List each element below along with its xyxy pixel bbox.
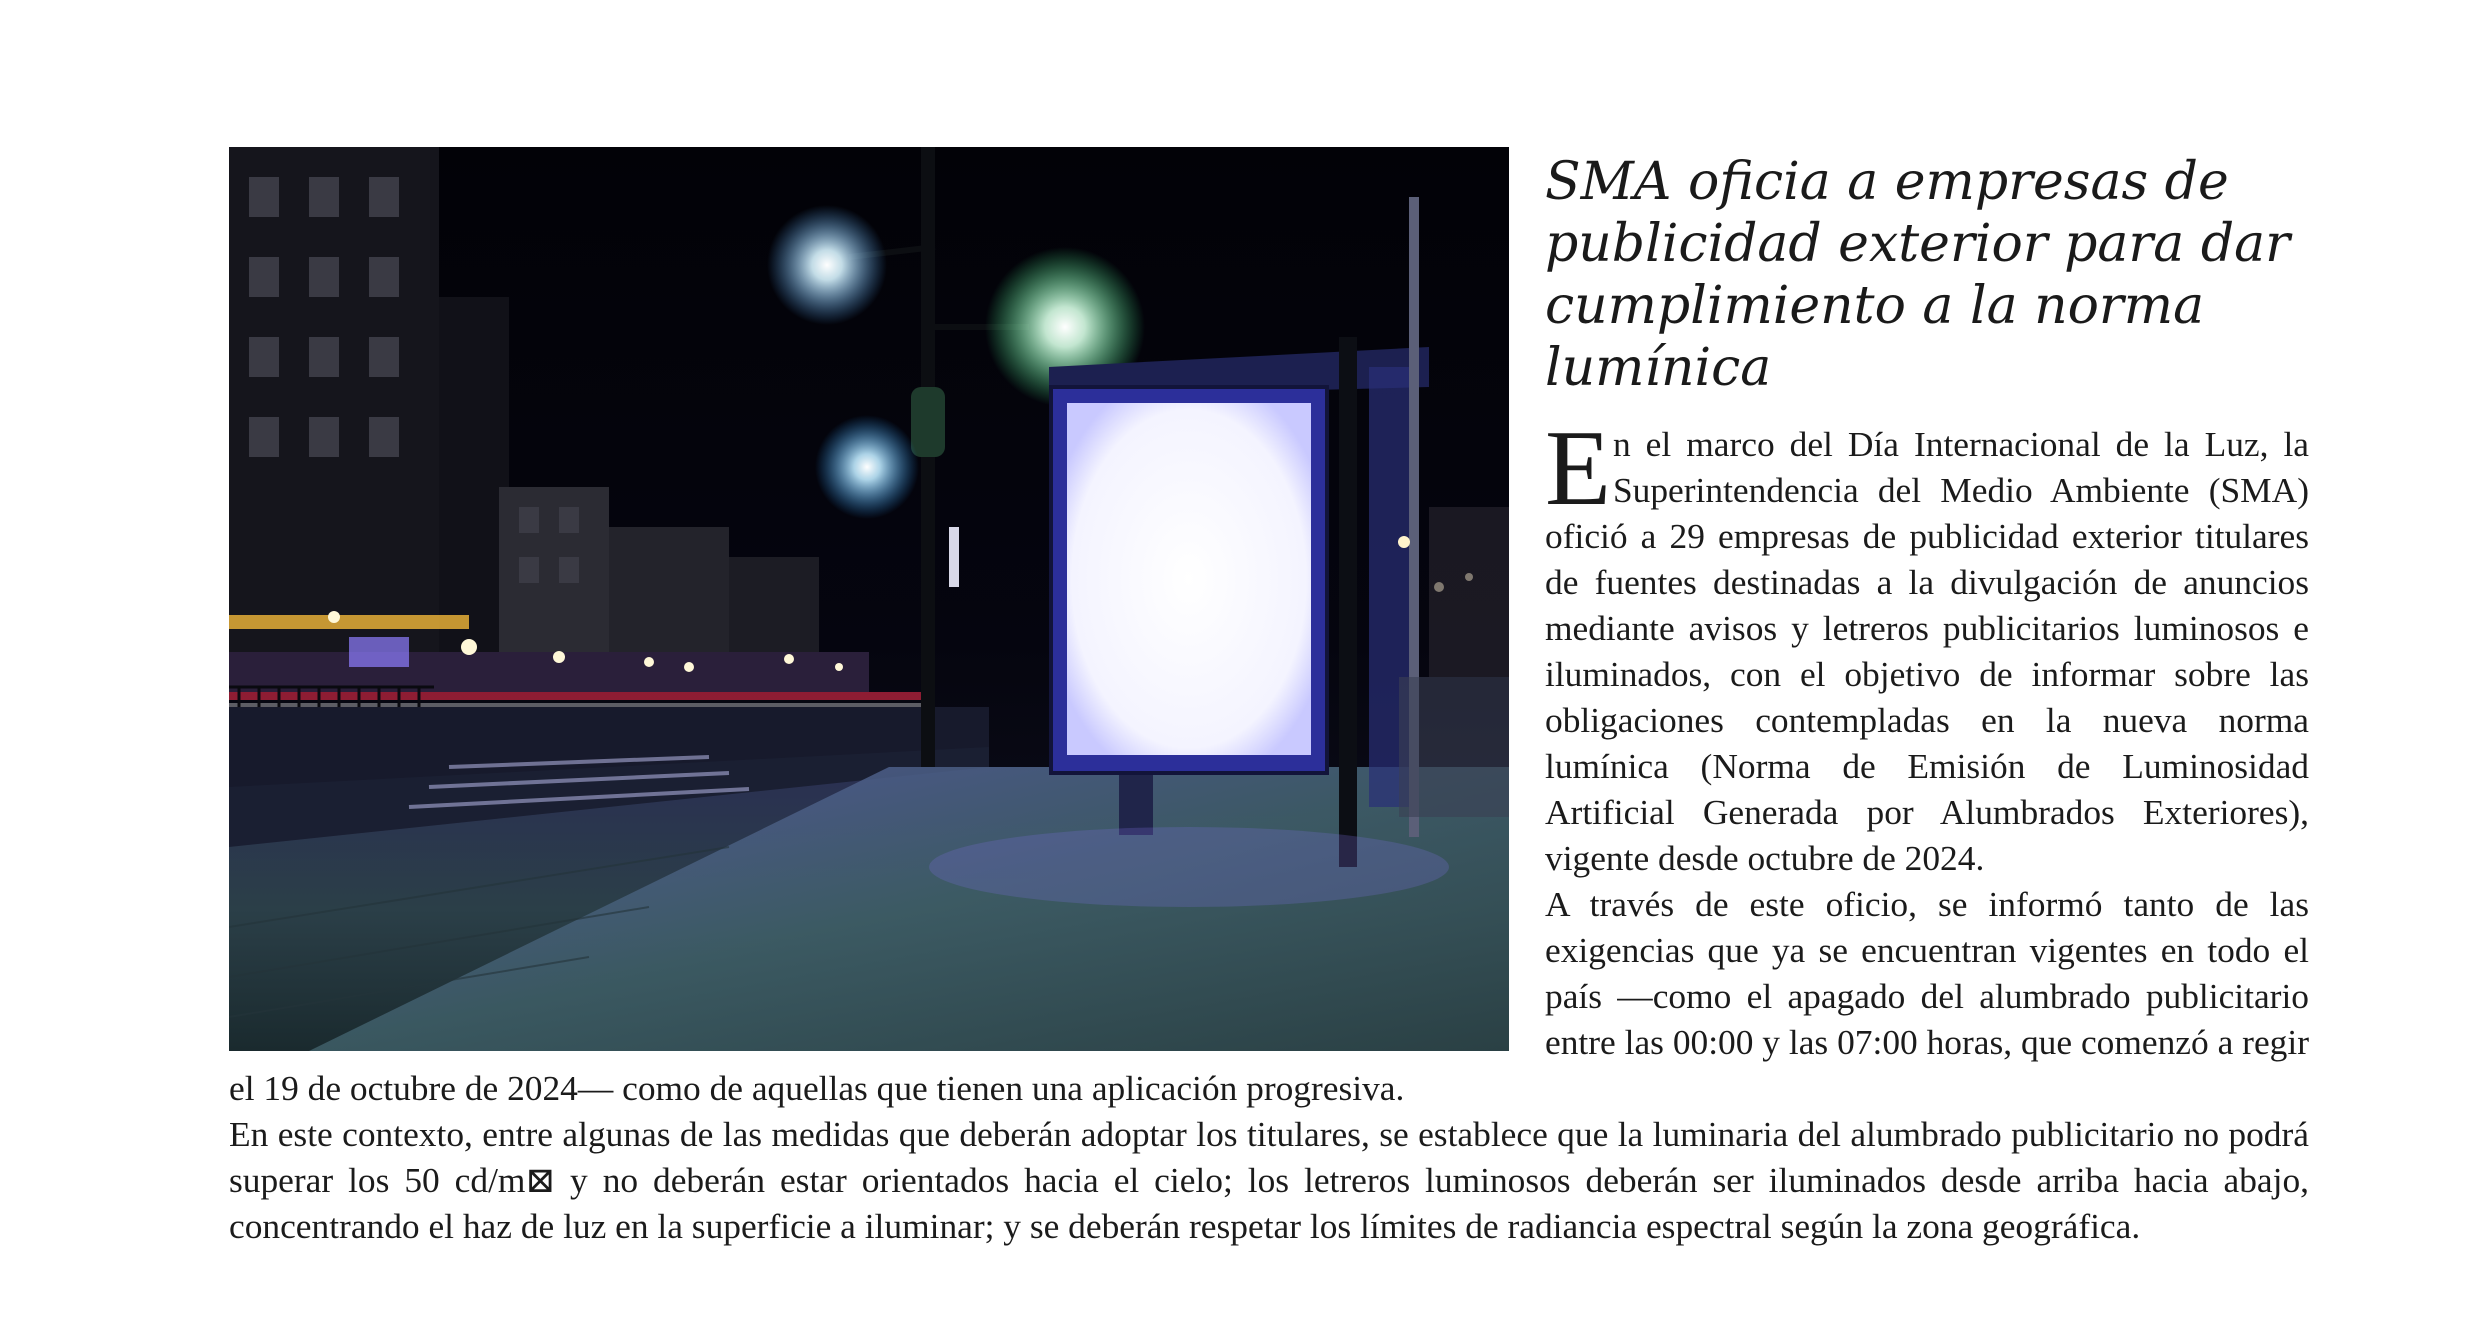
night-bus-stop-photo (229, 147, 1509, 1051)
drop-cap: E (1545, 409, 1611, 528)
paragraph-medidas: En este contexto, entre algunas de las medidas que deberán adoptar los titulares, se establece que la luminaria del alumbrado publicitario no podrá superar los 50 cd/m⊠ y no deberán estar orientados hacia el cielo; los letreros luminosos deberán ser iluminados desde arriba hacia abajo, concentrando el haz de luz en la superficie a iluminar; y se deberán respetar los límites de radiancia espectral según la zona geográfica. (229, 1114, 2309, 1246)
paragraph-intro-text: n el marco del Día Internacional de la Luz, la Superintendencia del Medio Ambiente (SMA) ofició a 29 empresas de publicidad exterior titulares de fuentes destinadas a la divulgación de anuncios mediante avisos y letreros publicitarios luminosos e iluminados, con el objetivo de informar sobre las obligaciones contempladas en la nueva norma lumínica (Norma de Emisión de Luminosidad Artificial Generada por Alumbrados Exteriores), vigente desde octubre de 2024. (1545, 424, 2309, 878)
paragraph-oficio: A través de este oficio, se informó tanto de las exigencias que ya se encuentran vigentes en todo el país —como el apagado del alumbrado publicitario entre las 00:00 y las 07:00 horas, que comenzó a regir el 19 de octubre de 2024— como de aquellas que tienen una aplicación progresiva. (229, 884, 2309, 1108)
headline: SMA oficia a empresas de publicidad exterior para dar cumplimiento a la norma lumínica (1545, 152, 2290, 398)
article (229, 147, 2309, 1249)
